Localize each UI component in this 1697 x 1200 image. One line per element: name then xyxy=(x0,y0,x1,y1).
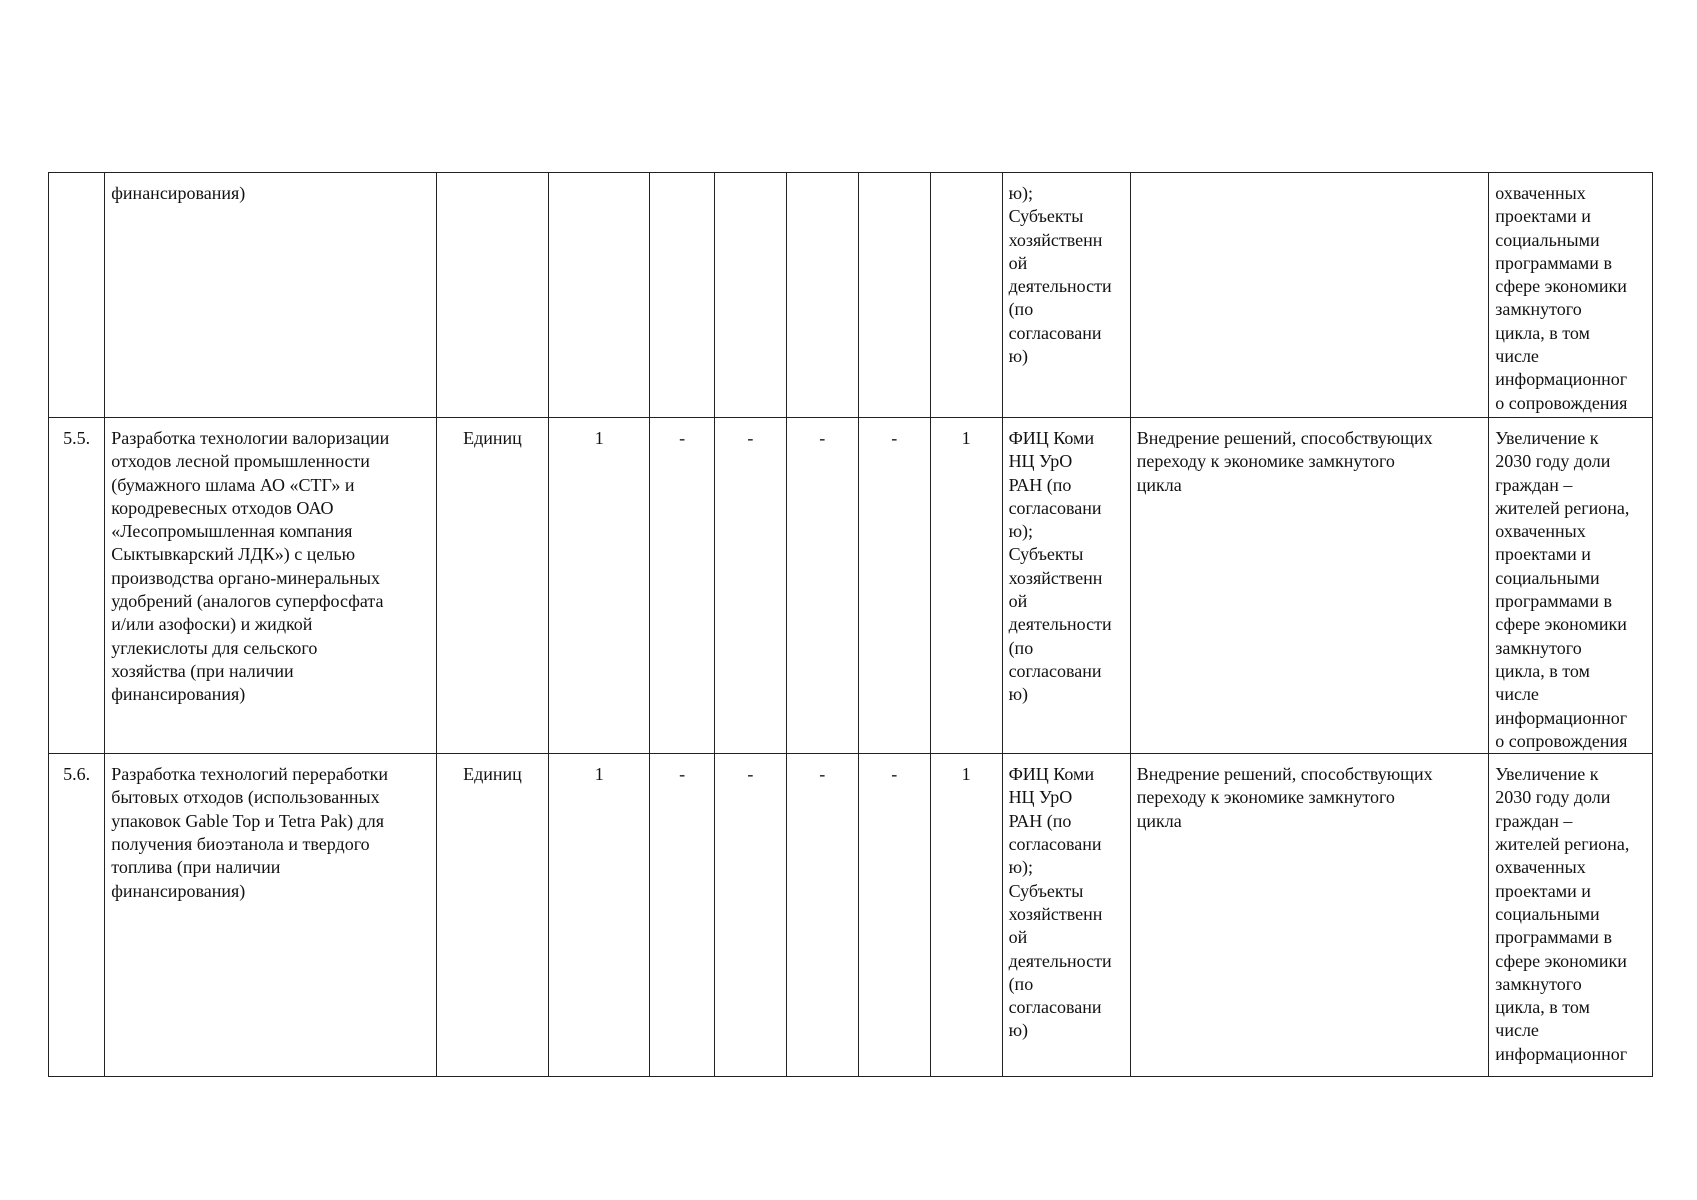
cell-text-line: охваченных xyxy=(1495,521,1586,542)
cell-text-line: и/или азофоски) и жидкой xyxy=(111,614,313,635)
cell-measure-name xyxy=(105,173,436,418)
cell-text-line: проектами и xyxy=(1495,544,1591,565)
cell-text-line: топлива (при наличии xyxy=(111,857,281,878)
cell-text-line: НЦ УрО xyxy=(1008,451,1073,472)
cell-text-line: ой xyxy=(1008,927,1028,948)
cell-result xyxy=(1130,418,1489,754)
table-row xyxy=(49,173,1653,418)
cell-number: 5.5. xyxy=(49,418,105,754)
cell-measure-name xyxy=(105,754,436,1077)
cell-text-line: ФИЦ Коми xyxy=(1008,428,1095,448)
cell-executor xyxy=(1002,754,1130,1077)
cell-text-line: получения биоэтанола и твердого xyxy=(111,834,370,855)
cell-result xyxy=(1130,173,1489,418)
cell-text-line: ю) xyxy=(1008,1020,1029,1041)
cell-text-line: хозяйства (при наличии xyxy=(111,660,294,681)
cell-text-line: РАН (по xyxy=(1008,810,1072,831)
cell-text-line: социальными xyxy=(1495,229,1600,250)
cell-text-line: РАН (по xyxy=(1008,474,1072,495)
cell-text-line: переходу к экономике замкнутого xyxy=(1136,451,1395,472)
cell-text-line: (по xyxy=(1008,637,1034,658)
cell-value: 1 xyxy=(549,754,650,1077)
cell-text-line: цикла xyxy=(1136,810,1182,831)
cell-value: 1 xyxy=(930,754,1002,1077)
cell-text-line: сфере экономики xyxy=(1495,614,1627,635)
cell-text-line: числе xyxy=(1495,346,1539,367)
cell-text-line: Внедрение решений, способствующих xyxy=(1136,764,1433,785)
cell-text-line: «Лесопромышленная компания xyxy=(111,521,353,542)
cell-text-line: углекислоты для сельского xyxy=(111,637,318,658)
cell-value: 1 xyxy=(549,418,650,754)
cell-text-line: числе xyxy=(1495,684,1539,705)
cell-text-line: ФИЦ Коми xyxy=(1008,764,1095,785)
cell-text-line: проектами и xyxy=(1495,206,1591,227)
cell-text-line: ю) xyxy=(1008,684,1029,705)
cell-text-line: согласовани xyxy=(1008,834,1102,855)
cell-text-line: цикла xyxy=(1136,474,1182,495)
cell-text-line: Внедрение решений, способствующих xyxy=(1136,428,1433,448)
cell-text-line: Увеличение к xyxy=(1495,764,1599,785)
cell-value: - xyxy=(650,754,715,1077)
cell-value: - xyxy=(714,754,786,1077)
cell-value: - xyxy=(786,754,858,1077)
cell-text-line: Увеличение к xyxy=(1495,428,1599,448)
cell-value: 1 xyxy=(930,418,1002,754)
cell-indicator xyxy=(1489,754,1653,1077)
cell-text-line: кородревесных отходов ОАО xyxy=(111,497,334,518)
cell-text-line: граждан – xyxy=(1495,810,1573,831)
cell-text-line: деятельности xyxy=(1008,614,1112,635)
cell-text-line: программами в xyxy=(1495,252,1612,273)
cell-value xyxy=(549,173,650,418)
cell-text-line: программами в xyxy=(1495,927,1612,948)
cell-text-line: Субъекты xyxy=(1008,206,1084,227)
cell-value xyxy=(650,173,715,418)
cell-result xyxy=(1130,754,1489,1077)
cell-text-line: хозяйственн xyxy=(1008,903,1103,924)
table-row xyxy=(49,754,1653,1077)
cell-text-line: Сыктывкарский ЛДК») с целью xyxy=(111,544,356,565)
cell-text-line: хозяйственн xyxy=(1008,567,1103,588)
cell-text-line: замкнутого xyxy=(1495,299,1582,320)
cell-text-line: Разработка технологии валоризации xyxy=(111,428,390,448)
cell-text-line: (бумажного шлама АО «СТГ» и xyxy=(111,474,355,495)
cell-executor xyxy=(1002,173,1130,418)
measures-table xyxy=(48,172,1653,1077)
cell-text-line: информационног xyxy=(1495,707,1628,728)
cell-text-line: согласовани xyxy=(1008,322,1102,343)
cell-text-line: ю); xyxy=(1008,521,1034,542)
cell-text-line: социальными xyxy=(1495,567,1600,588)
cell-text-line: о сопровождения xyxy=(1495,730,1628,751)
cell-text-line: хозяйственн xyxy=(1008,229,1103,250)
cell-text-line: (по xyxy=(1008,299,1034,320)
cell-text-line: жителей региона, xyxy=(1495,834,1630,855)
cell-text-line: бытовых отходов (использованных xyxy=(111,787,380,808)
cell-text-line: отходов лесной промышленности xyxy=(111,451,370,472)
cell-indicator xyxy=(1489,173,1653,418)
cell-value xyxy=(786,173,858,418)
cell-text-line: Субъекты xyxy=(1008,544,1084,565)
cell-text-line: финансирования) xyxy=(111,880,246,901)
cell-text-line: (по xyxy=(1008,973,1034,994)
cell-text-line: информационног xyxy=(1495,369,1628,390)
cell-text-line: Разработка технологий переработки xyxy=(111,764,389,785)
cell-text-line: социальными xyxy=(1495,903,1600,924)
cell-text-line: 2030 году доли xyxy=(1495,451,1611,472)
cell-text-line: информационног xyxy=(1495,1043,1628,1064)
cell-text-line: цикла, в том xyxy=(1495,997,1590,1018)
cell-text-line: граждан – xyxy=(1495,474,1573,495)
cell-text-line: сфере экономики xyxy=(1495,950,1627,971)
cell-text-line: Субъекты xyxy=(1008,880,1084,901)
cell-text-line: ой xyxy=(1008,252,1028,273)
cell-value: - xyxy=(786,418,858,754)
cell-value xyxy=(858,173,930,418)
cell-text-line: удобрений (аналогов суперфосфата xyxy=(111,591,384,612)
cell-value xyxy=(714,173,786,418)
cell-text-line: производства органо-минеральных xyxy=(111,567,380,588)
cell-number xyxy=(49,173,105,418)
cell-text-line: числе xyxy=(1495,1020,1539,1041)
cell-text-line: согласовани xyxy=(1008,997,1102,1018)
cell-executor xyxy=(1002,418,1130,754)
cell-text-line: о сопровождения xyxy=(1495,392,1628,413)
cell-text-line: согласовани xyxy=(1008,497,1102,518)
cell-text-line: 2030 году доли xyxy=(1495,787,1611,808)
cell-text-line: программами в xyxy=(1495,591,1612,612)
cell-text-line: деятельности xyxy=(1008,276,1112,297)
cell-text-line: согласовани xyxy=(1008,660,1102,681)
cell-measure-name xyxy=(105,418,436,754)
table-body xyxy=(49,173,1653,1077)
cell-text-line: НЦ УрО xyxy=(1008,787,1073,808)
cell-text-line: финансирования) xyxy=(111,684,246,705)
cell-text-line: ой xyxy=(1008,591,1028,612)
cell-unit: Единиц xyxy=(436,754,549,1077)
cell-text-line: жителей региона, xyxy=(1495,497,1630,518)
cell-text-line: ю); xyxy=(1008,857,1034,878)
cell-text-line: переходу к экономике замкнутого xyxy=(1136,787,1395,808)
cell-text-line: ю); xyxy=(1008,183,1034,203)
cell-text-line: охваченных xyxy=(1495,857,1586,878)
cell-number: 5.6. xyxy=(49,754,105,1077)
cell-value: - xyxy=(650,418,715,754)
cell-text-line: упаковок Gable Top и Tetra Pak) для xyxy=(111,810,384,831)
cell-unit xyxy=(436,173,549,418)
cell-value xyxy=(930,173,1002,418)
cell-value: - xyxy=(858,754,930,1077)
cell-text-line: ю) xyxy=(1008,346,1029,367)
cell-value: - xyxy=(714,418,786,754)
cell-unit: Единиц xyxy=(436,418,549,754)
cell-text-line: замкнутого xyxy=(1495,973,1582,994)
cell-text-line: сфере экономики xyxy=(1495,276,1627,297)
cell-value: - xyxy=(858,418,930,754)
cell-text-line: финансирования) xyxy=(111,183,246,203)
cell-text-line: цикла, в том xyxy=(1495,322,1590,343)
cell-text-line: проектами и xyxy=(1495,880,1591,901)
cell-text-line: деятельности xyxy=(1008,950,1112,971)
cell-text-line: охваченных xyxy=(1495,183,1586,203)
table-row xyxy=(49,418,1653,754)
cell-indicator xyxy=(1489,418,1653,754)
cell-text-line: замкнутого xyxy=(1495,637,1582,658)
cell-text-line: цикла, в том xyxy=(1495,660,1590,681)
